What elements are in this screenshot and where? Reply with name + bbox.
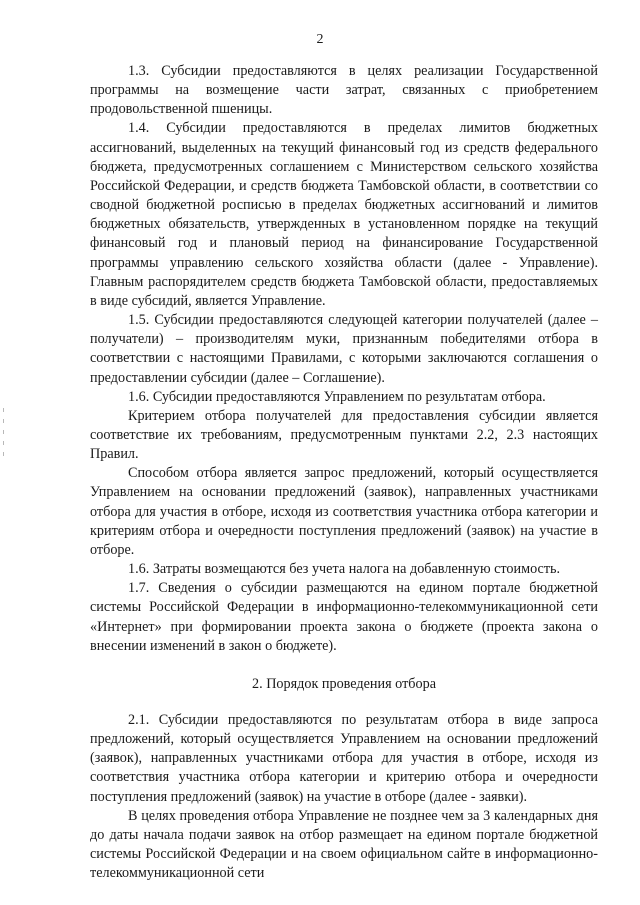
section-heading: 2. Порядок проведения отбора bbox=[252, 675, 436, 692]
page-number: 2 bbox=[316, 32, 324, 47]
paragraph-1-3: 1.3. Субсидии предоставляются в целях реализации Государственной программы на возмещение части затрат, связанных с приобретением продовольственной пшеницы. bbox=[90, 63, 598, 118]
paragraph-2-1: 2.1. Субсидии предоставляются по результатам отбора в виде запроса предложений, который осуществляется Управлением на основании предложений (заявок), направленных участниками отбора для участия в отборе, исходя из соответствия участника отбора категории и критерию отбора и очередности поступления предложений (заявок) на участие в отборе (далее - заявки). bbox=[90, 712, 598, 805]
paragraph-1-7: 1.7. Сведения о субсидии размещаются на едином портале бюджетной системы Российской Федерации в информационно-телекоммуникационной сети «Интернет» при формировании проекта закона о бюджете (проекта закона о внесении изменений в закон о бюджете). bbox=[90, 580, 598, 654]
paragraph-1-6: 1.6. Субсидии предоставляются Управлением по результатам отбора. bbox=[128, 388, 546, 405]
paragraph-1-6-vat: 1.6. Затраты возмещаются без учета налога на добавленную стоимость. bbox=[128, 561, 561, 578]
paragraph-selection-criterion: Критерием отбора получателей для предоставления субсидии является соответствие их требованиям, предусмотренным пунктами 2.2, 2.3 настоящих Правил. bbox=[90, 407, 598, 463]
margin-marks bbox=[3, 408, 5, 468]
paragraph-1-4: 1.4. Субсидии предоставляются в пределах лимитов бюджетных ассигнований, выделенных на текущий финансовый год из средств федерального бюджета, предусмотренных соглашением с Министерством сельского хозяйства Российской Федерации, и средств бюджета Тамбовской области, в соответствии со сводной бюджетной росписью в пределах бюджетных ассигнований и лимитов бюджетных обязательств, утвержденных в установленном порядке на текущий финансовый год и плановый период на финансирование Государственной программы управлению сельского хозяйства области (далее - Управление). Главным распорядителем средств бюджета Тамбовской области, предоставляемых в виде субсидий, является Управление. bbox=[90, 120, 598, 309]
paragraph-1-5: 1.5. Субсидии предоставляются следующей категории получателей (далее – получатели) – производителям муки, признанным победителями отбора в соответствии с настоящими Правилами, с которыми заключаются соглашения о предоставлении субсидии (далее – Соглашение). bbox=[90, 312, 598, 386]
paragraph-selection-announcement: В целях проведения отбора Управление не позднее чем за 3 календарных дня до даты начала подачи заявок на отбор размещает на едином портале бюджетной системы Российской Федерации и на своем официальном сайте в информационно-телекоммуникационной сети bbox=[90, 807, 598, 882]
paragraph-selection-method: Способом отбора является запрос предложений, который осуществляется Управлением на основании предложений (заявок), направленных участниками отбора для участия в отборе, исходя из соответствия участника отбора категории и критериям отбора и очередности поступления предложений (заявок) на участие в отборе. bbox=[90, 465, 598, 558]
document-body bbox=[90, 62, 598, 883]
